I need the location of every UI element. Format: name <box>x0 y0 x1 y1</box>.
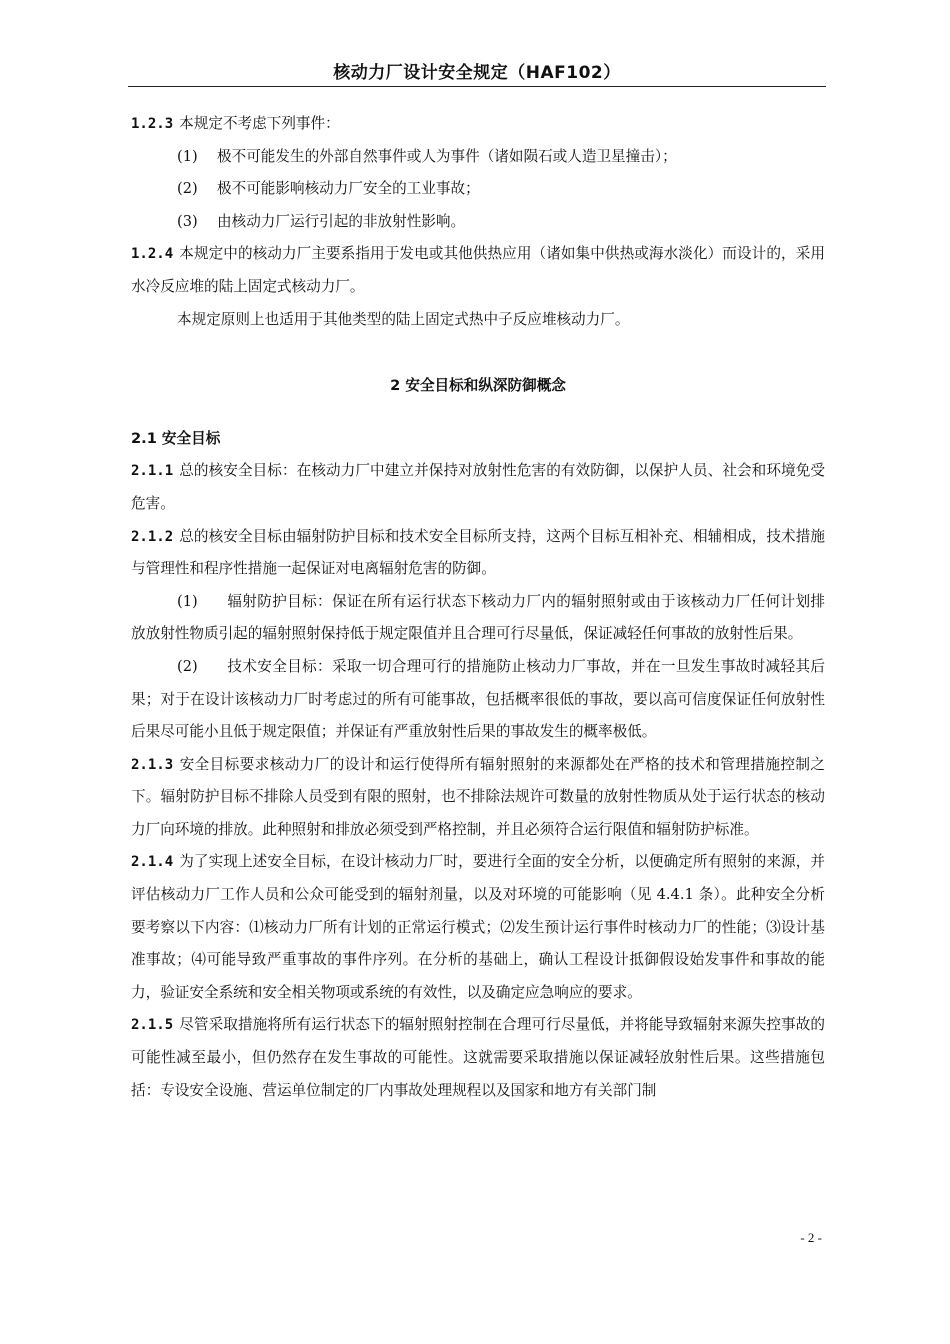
clause-text: 本规定不考虑下列事件： <box>179 115 340 132</box>
list-item <box>131 173 825 206</box>
clause-2-1-3 <box>131 749 825 847</box>
clause-2-1-1 <box>131 455 825 520</box>
section-heading: 2 安全目标和纵深防御概念 <box>390 377 566 395</box>
list-item <box>131 586 825 651</box>
list-item-text: 辐射防护目标：保证在所有运行状态下核动力厂内的辐射照射或由于该核动力厂任何计划排放放射性物质引起的辐射照射保持低于规定限值并且合理可行尽量低，保证减轻任何事故的放射性后果。 <box>131 592 825 643</box>
clause-text: 尽管采取措施将所有运行状态下的辐射照射控制在合理可行尽量低，并将能导致辐射来源失控事故的可能性减至最小，但仍然存在发生事故的可能性。这就需要采取措施以保证减轻放射性后果。这些措施包括：专设安全设施、营运单位制定的厂内事故处理规程以及国家和地方有关部门制 <box>131 1016 825 1099</box>
list-item <box>131 206 825 239</box>
clause-number: 2.1.5 <box>131 1017 174 1034</box>
clause-text: 本规定中的核动力厂主要系指用于发电或其他供热应用（诸如集中供热或海水淡化）而设计的，采用水冷反应堆的陆上固定式核动力厂。 <box>131 245 825 295</box>
clause-number: 2.1.2 <box>131 528 174 545</box>
list-marker: (3) <box>177 212 198 230</box>
paragraph: 本规定原则上也适用于其他类型的陆上固定式热中子反应堆核动力厂。 <box>177 310 630 328</box>
list-marker: (1) <box>177 147 198 165</box>
clause-2-1-2 <box>131 521 825 586</box>
clause-2-1-4 <box>131 846 825 1009</box>
list-item <box>131 141 825 174</box>
clause-number: 1.2.4 <box>131 246 174 263</box>
list-marker: (2) <box>177 180 198 198</box>
list-item <box>131 651 825 749</box>
list-marker: (2) <box>177 657 198 675</box>
clause-number: 2.1.4 <box>131 854 174 871</box>
list-item-text: 由核动力厂运行引起的非放射性影响。 <box>217 212 466 230</box>
clause-text: 总的核安全目标：在核动力厂中建立并保持对放射性危害的有效防御，以保护人员、社会和环境免受危害。 <box>131 462 825 512</box>
clause-1-2-3 <box>131 108 825 141</box>
clause-1-2-4 <box>131 238 825 303</box>
clause-number: 2.1.1 <box>131 463 174 480</box>
page-number: - 2 - <box>800 1230 822 1245</box>
header-divider <box>128 86 826 87</box>
list-item-text: 极不可能发生的外部自然事件或人为事件（诸如陨石或人造卫星撞击）； <box>217 147 677 165</box>
page-header-title: 核动力厂设计安全规定（HAF102） <box>333 63 621 83</box>
clause-2-1-5 <box>131 1009 825 1107</box>
list-item-text: 极不可能影响核动力厂安全的工业事故； <box>217 180 480 198</box>
clause-text: 安全目标要求核动力厂的设计和运行使得所有辐射照射的来源都处在严格的技术和管理措施控制之下。辐射防护目标不排除人员受到有限的照射，也不排除法规许可数量的放射性物质从处于运行状态的核动力厂向环境的排放。此种照射和排放必须受到严格控制，并且必须符合运行限值和辐射防护标准。 <box>131 755 825 838</box>
clause-number: 1.2.3 <box>131 116 174 132</box>
clause-text: 总的核安全目标由辐射防护目标和技术安全目标所支持，这两个目标互相补充、相辅相成，技术措施与管理性和程序性措施一起保证对电离辐射危害的防御。 <box>131 527 825 578</box>
list-item-text: 技术安全目标：采取一切合理可行的措施防止核动力厂事故，并在一旦发生事故时减轻其后果；对于在设计该核动力厂时考虑过的所有可能事故，包括概率很低的事故，要以高可信度保证任何放射性后果尽可能小且低于规定限值；并保证有严重放射性后果的事故发生的概率极低。 <box>131 657 825 741</box>
clause-text: 为了实现上述安全目标，在设计核动力厂时，要进行全面的安全分析，以便确定所有照射的来源，并评估核动力厂工作人员和公众可能受到的辐射剂量，以及对环境的可能影响（见 4.4.1 条）。此种安全分析要考察以下内容：⑴核动力厂所有计划的正常运行模式；⑵发生预计运行事件时核动力厂的性能；⑶设计基准事故；⑷可能导致严重事故的事件序列。在分析的基础上，确认工程设计抵御假设始发事件和事故的能力，验证安全系统和安全相关物项或系统的有效性，以及确定应急响应的要求。 <box>131 853 825 1001</box>
clause-number: 2.1.3 <box>131 756 174 773</box>
list-marker: (1) <box>177 592 198 610</box>
subsection-heading: 2.1 安全目标 <box>131 429 221 447</box>
document-body <box>131 108 825 1107</box>
